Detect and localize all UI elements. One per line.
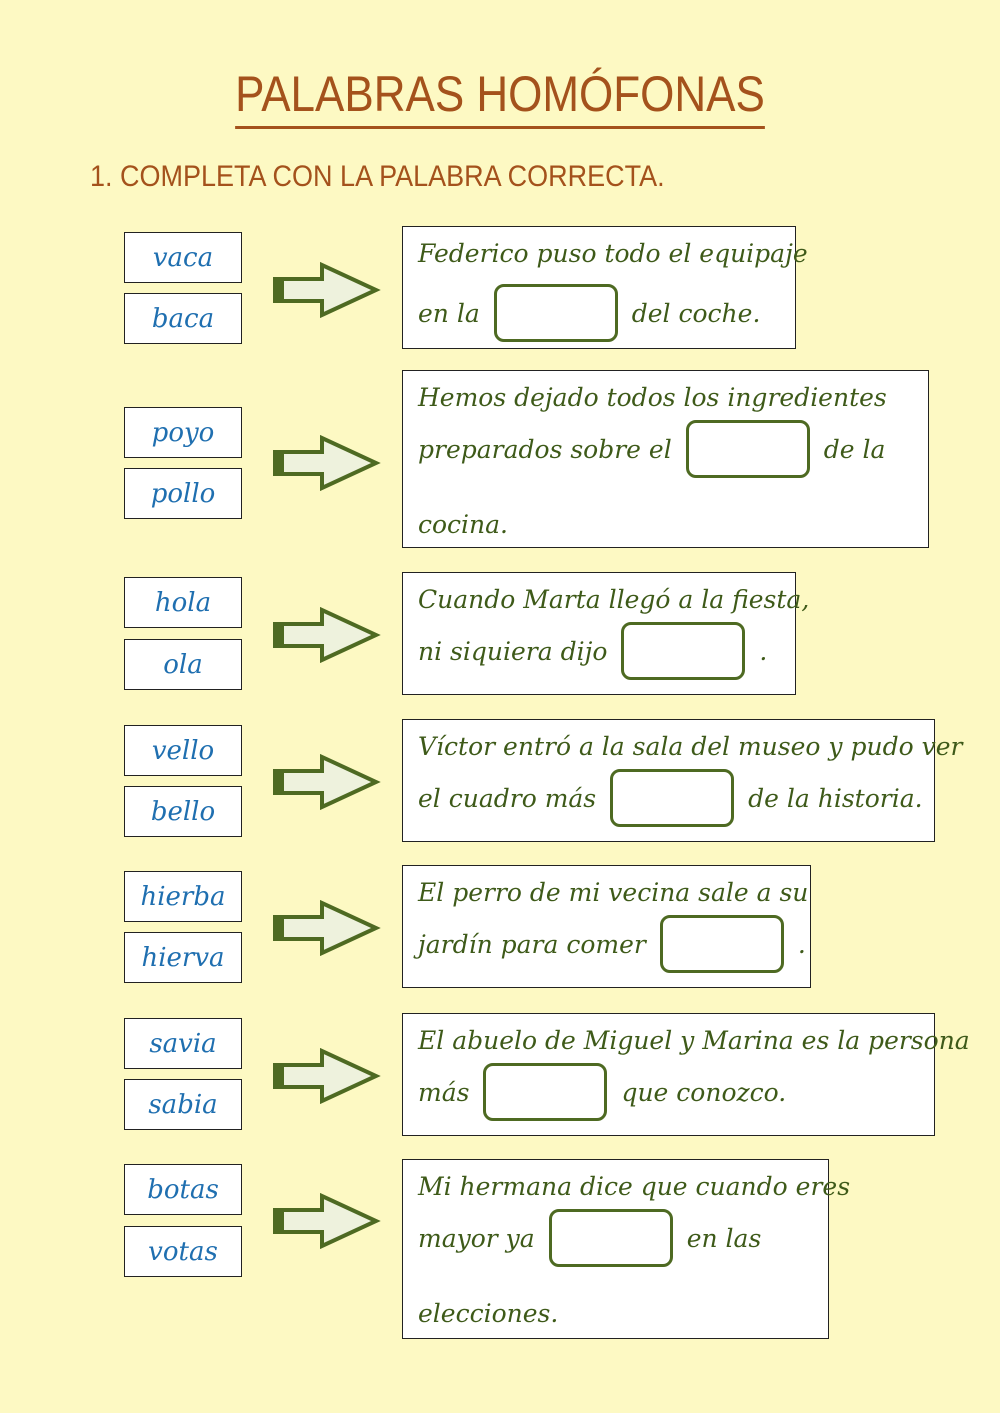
sentence-text: en la: [418, 298, 480, 328]
sentence-text: de la: [823, 434, 886, 464]
sentence-text: El abuelo de Miguel y Marina es la persona: [418, 1025, 970, 1055]
sentence-text: de la historia.: [748, 783, 923, 813]
sentence-line: [418, 619, 767, 683]
sentence-line: [418, 417, 885, 481]
sentence-box: [402, 719, 963, 842]
sentence-line: [418, 912, 806, 976]
answer-drop-box[interactable]: [610, 769, 734, 827]
answer-drop-box[interactable]: [686, 420, 810, 478]
page-title-text: PALABRAS HOMÓFONAS: [235, 62, 765, 129]
sentence-text: Hemos dejado todos los ingredientes: [418, 382, 887, 412]
sentence-text: Víctor entró a la sala del museo y pudo ver: [418, 731, 963, 761]
sentence-text: mayor ya: [418, 1223, 535, 1253]
right-arrow-icon: [272, 607, 382, 663]
word-option[interactable]: botas: [124, 1164, 242, 1215]
sentence-text: jardín para comer: [418, 929, 646, 959]
sentence-line: [418, 766, 923, 830]
sentence-text: .: [797, 929, 806, 959]
answer-drop-box[interactable]: [494, 284, 618, 342]
right-arrow-icon: [272, 435, 382, 491]
word-option[interactable]: ola: [124, 639, 242, 690]
word-option[interactable]: sabia: [124, 1079, 242, 1130]
word-option[interactable]: vaca: [124, 232, 242, 283]
sentence-line: [418, 581, 809, 617]
word-option[interactable]: pollo: [124, 468, 242, 519]
sentence-line: [418, 1206, 761, 1270]
sentence-text: en las: [686, 1223, 762, 1253]
sentence-line: [418, 506, 508, 542]
sentence-line: [418, 235, 808, 271]
answer-drop-box[interactable]: [483, 1063, 607, 1121]
word-option[interactable]: hierba: [124, 871, 242, 922]
answer-drop-box[interactable]: [660, 915, 784, 973]
word-option[interactable]: poyo: [124, 407, 242, 458]
sentence-line: [418, 379, 887, 415]
sentence-text: Cuando Marta llegó a la fiesta,: [418, 584, 810, 614]
sentence-text: del coche.: [631, 298, 761, 328]
word-option[interactable]: savia: [124, 1018, 242, 1069]
word-option[interactable]: hola: [124, 577, 242, 628]
sentence-line: [418, 1295, 558, 1331]
right-arrow-icon: [272, 1048, 382, 1104]
sentence-text: elecciones.: [418, 1298, 559, 1328]
sentence-text: que conozco.: [621, 1077, 787, 1107]
right-arrow-icon: [272, 1193, 382, 1249]
sentence-line: [418, 874, 808, 910]
sentence-line: [418, 728, 962, 764]
word-option[interactable]: hierva: [124, 932, 242, 983]
sentence-text: Mi hermana dice que cuando eres: [418, 1171, 851, 1201]
word-option[interactable]: bello: [124, 786, 242, 837]
sentence-text: ni siquiera dijo: [418, 636, 608, 666]
word-option[interactable]: baca: [124, 293, 242, 344]
sentence-box: [402, 1013, 970, 1136]
instruction: 1. COMPLETA CON LA PALABRA CORRECTA.: [90, 160, 665, 193]
sentence-line: [418, 281, 760, 345]
right-arrow-icon: [272, 262, 382, 318]
page-title: [0, 62, 1000, 129]
sentence-box: [402, 865, 811, 988]
sentence-box: [402, 370, 929, 548]
sentence-box: [402, 1159, 851, 1339]
sentence-text: más: [418, 1077, 470, 1107]
word-option[interactable]: votas: [124, 1226, 242, 1277]
sentence-text: cocina.: [418, 509, 509, 539]
sentence-text: El perro de mi vecina sale a su: [418, 877, 809, 907]
sentence-line: [418, 1060, 786, 1124]
sentence-text: Federico puso todo el equipaje: [418, 238, 808, 268]
sentence-text: preparados sobre el: [418, 434, 672, 464]
sentence-line: [418, 1168, 850, 1204]
sentence-text: el cuadro más: [418, 783, 597, 813]
sentence-box: [402, 572, 810, 695]
answer-drop-box[interactable]: [621, 622, 745, 680]
right-arrow-icon: [272, 900, 382, 956]
sentence-box: [402, 226, 808, 349]
answer-drop-box[interactable]: [549, 1209, 673, 1267]
sentence-text: .: [759, 636, 768, 666]
sentence-line: [418, 1022, 970, 1058]
word-option[interactable]: vello: [124, 725, 242, 776]
right-arrow-icon: [272, 754, 382, 810]
